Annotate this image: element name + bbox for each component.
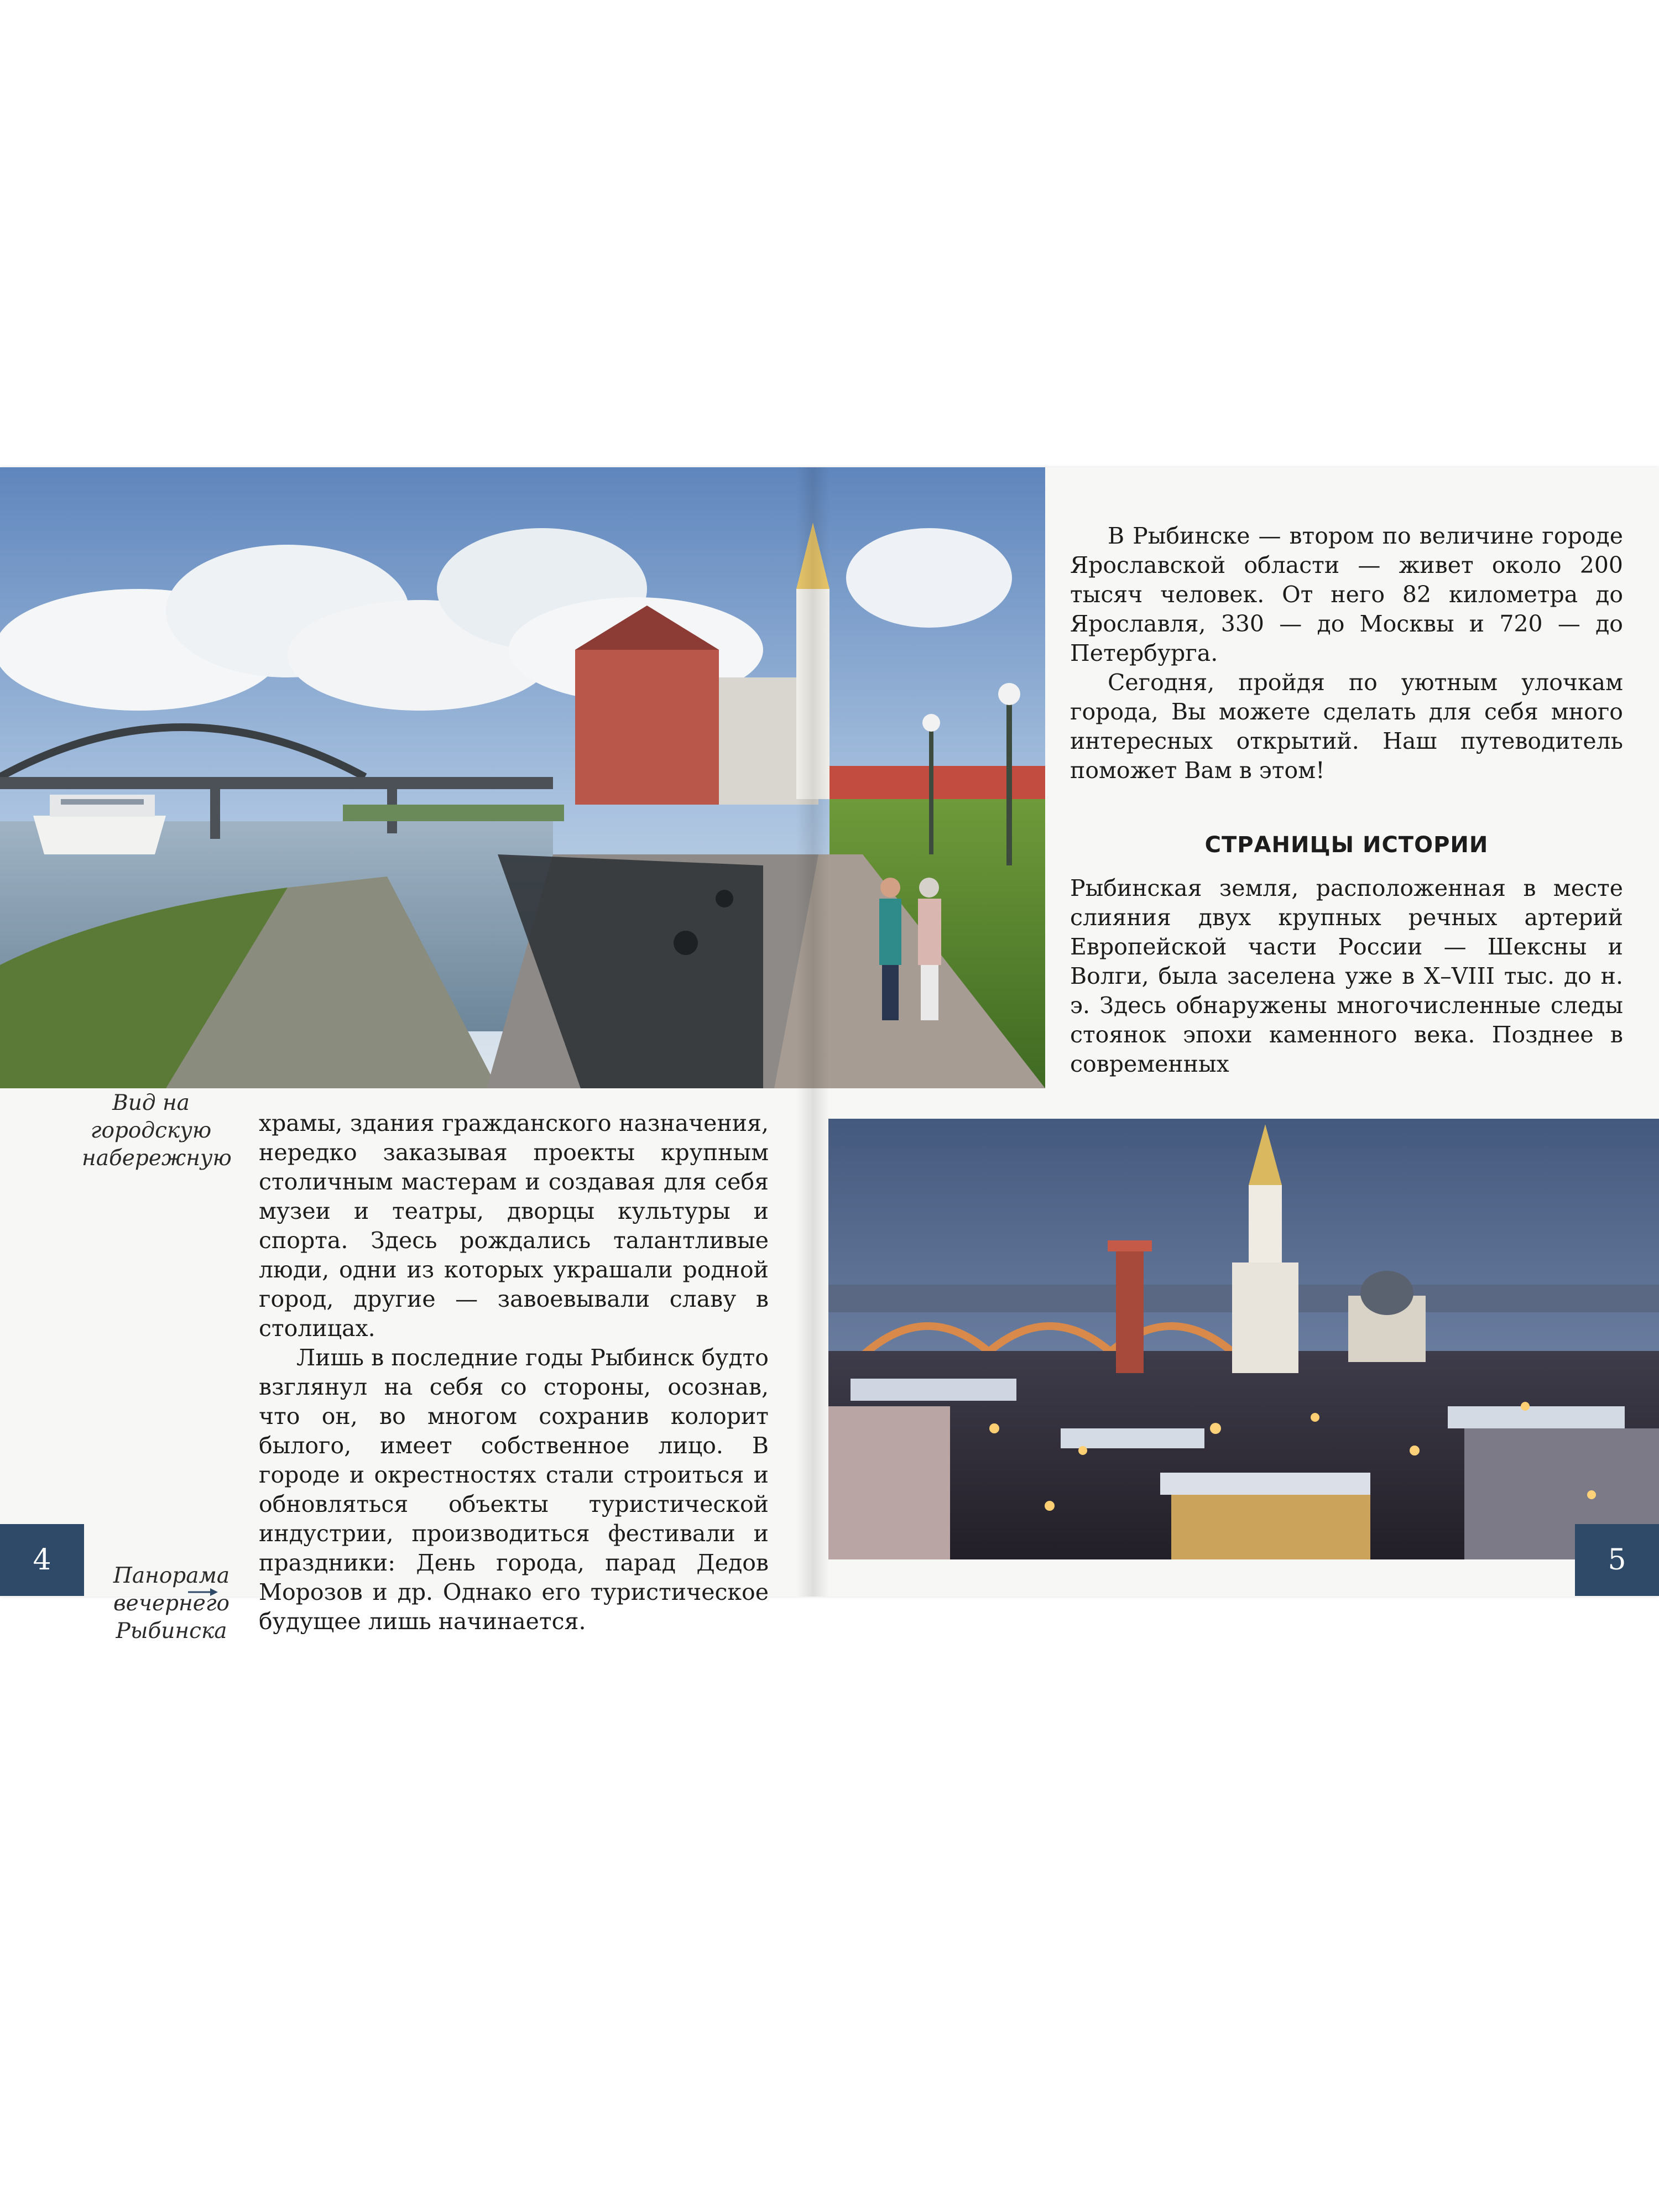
caption-line: городскую — [90, 1118, 212, 1143]
caption-line: Панорама — [113, 1563, 230, 1588]
page-number-left: 4 — [0, 1524, 84, 1596]
section-heading: СТРАНИЦЫ ИСТОРИИ — [1204, 832, 1489, 858]
page-number-right: 5 — [1575, 1524, 1659, 1596]
intro-paragraph-2: Сегодня, пройдя по уютным улочкам города, Вы можете сделать для себя много интересных открытий. Наш путеводитель поможет Вам в этом! — [1070, 669, 1623, 784]
photo-embankment — [0, 467, 1045, 1088]
left-paragraph-2: Лишь в последние годы Рыбинск будто взглянул на себя со стороны, осознав, что он, во многом сохранив колорит былого, имеет собственное лицо. В городе и окрестностях стали строиться и обновляться объекты туристической индустрии, производиться фестивали и праздники: День города, парад Дедов Морозов и др. Однако его туристическое будущее лишь начинается. — [259, 1344, 769, 1635]
caption-line: вечернего — [113, 1591, 230, 1616]
page-gutter — [796, 467, 830, 1597]
caption-line: Вид на — [112, 1091, 190, 1115]
history-text — [1070, 874, 1623, 1079]
photo-evening-panorama — [828, 1119, 1659, 1559]
intro-text — [1070, 521, 1623, 785]
intro-paragraph-1: В Рыбинске — втором по величине городе Ярославской области — живет около 200 тысяч человек. От него 82 километра до Ярославля, 330 — до Москвы и 720 — до Петербурга. — [1070, 523, 1623, 666]
book-spread — [0, 467, 1659, 1644]
history-paragraph: Рыбинская земля, расположенная в месте слияния двух крупных речных артерий Европейской части России — Шексны и Волги, была заселена уже в X–VIII тыс. до н. э. Здесь обнаружены многочисленные следы стоянок эпохи каменного века. Позднее в современных — [1070, 875, 1623, 1077]
left-paragraph-1: храмы, здания гражданского назначения, нередко заказывая проекты крупным столичным мастерам и создавая для себя музеи и театры, дворцы культуры и спорта. Здесь рождались талантливые люди, одни из которых украшали родной город, другие — завоевывали славу в столицах. — [259, 1110, 769, 1342]
caption-embankment — [82, 1089, 232, 1172]
left-page-text — [259, 1109, 769, 1636]
caption-panorama — [105, 1562, 238, 1645]
caption-line: набережную — [82, 1146, 232, 1171]
caption-line: Рыбинска — [116, 1619, 227, 1644]
